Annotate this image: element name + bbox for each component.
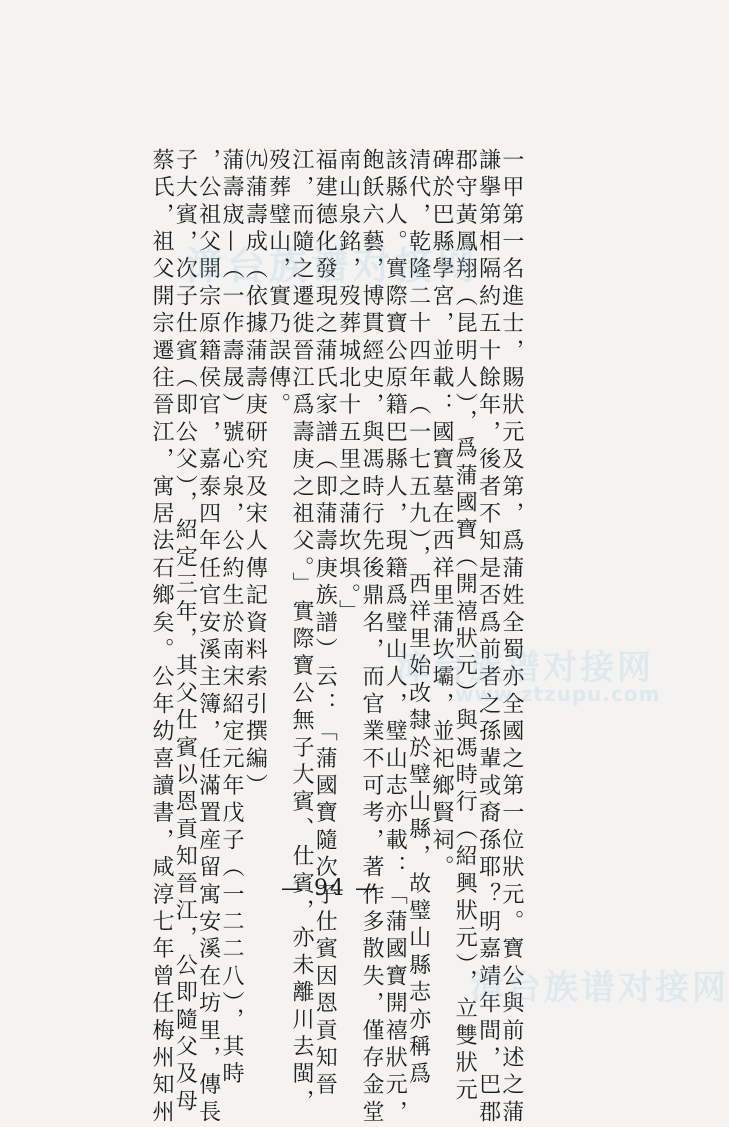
page-number: — 94 — — [281, 876, 379, 901]
text-column-10: 江，而隨之遷徙晉江爲壽庚之祖父。」實際寶公無子大賓、仕賓，亦未離川去閩， — [288, 148, 314, 1117]
text-column-16: 蔡氏，祖父開宗遷往晉江，寓居法石鄉矣。公年幼喜讀書，咸淳七年曾任梅州知州 — [149, 148, 174, 1127]
watermark-middle: 漳台族谱对接网 — [395, 648, 654, 688]
text-column-15: 子大賓，次子仕賓（即公父），紹定三年，其父仕賓以恩貢知晉江，公即隨父及母 — [172, 148, 198, 1117]
text-column-3: 郡守黃鳳翔（昆明人），爲蒲國寶（開禧狀元）與馮時行（紹興狀元），立雙狀元 — [452, 148, 478, 1106]
text-column-7: 飽飫六藝，博貫經史，與馮時行先後鼎名，而官業不可考，著作多散失，僅存金堂 — [358, 148, 384, 1127]
text-column-5: 清代，乾隆二十四年（一七五九），西祥里始改隸於璧山縣，故璧山縣志亦稱爲 — [405, 148, 431, 1089]
text-column-8: 南山泉銘，歿葬城北十五里之蒲坎埧。」 — [335, 148, 361, 627]
text-column-14: ，公祖父開宗原籍侯官，嘉泰四年任官安溪主簿，任滿置産留寓安溪在坊里，傳長 — [195, 148, 221, 1127]
text-column-1: 一甲第一名進士，賜狀元及第，爲蒲姓全蜀亦全國之第一位狀元。寶公與前述之蒲 — [498, 148, 524, 1127]
text-column-2: 謙擧第相隔約五十餘年，後者不知是否爲前者之孫輩或裔孫耶？明嘉靖年間，巴郡 — [475, 148, 501, 1127]
watermark-top: 漳台族谱对接网 — [185, 244, 480, 288]
watermark-bottom: 漳台族谱对接网 — [470, 968, 729, 1008]
text-column-9: 福建德化發現之蒲氏家譜（即蒲壽庚族譜）云：「蒲國寶隨次子仕賓因恩貢知晉 — [312, 148, 338, 1100]
text-column-4: 碑於巴縣學宮，並載：國寶墓在西祥里蒲坎壩，並祀鄉賢祠。 — [428, 148, 454, 883]
text-column-13: 蒲壽宬—（一作壽晟）號心泉，公約生於南宋紹定元年戊子（一二二八），其時 — [218, 148, 244, 1089]
watermark-url: www.ztzupu.com — [455, 682, 661, 706]
text-column-11: 歿葬璧山，實乃誤傳。 — [265, 148, 291, 420]
section-heading-column: ㈨蒲壽成（依據蒲壽庚研究及宋人傳記資料索引撰編） — [242, 148, 268, 801]
text-column-6: 該縣人。實際寶公原籍巴縣人，現籍爲璧山人，璧山志亦載：「蒲國寶開禧狀元， — [382, 148, 408, 1127]
